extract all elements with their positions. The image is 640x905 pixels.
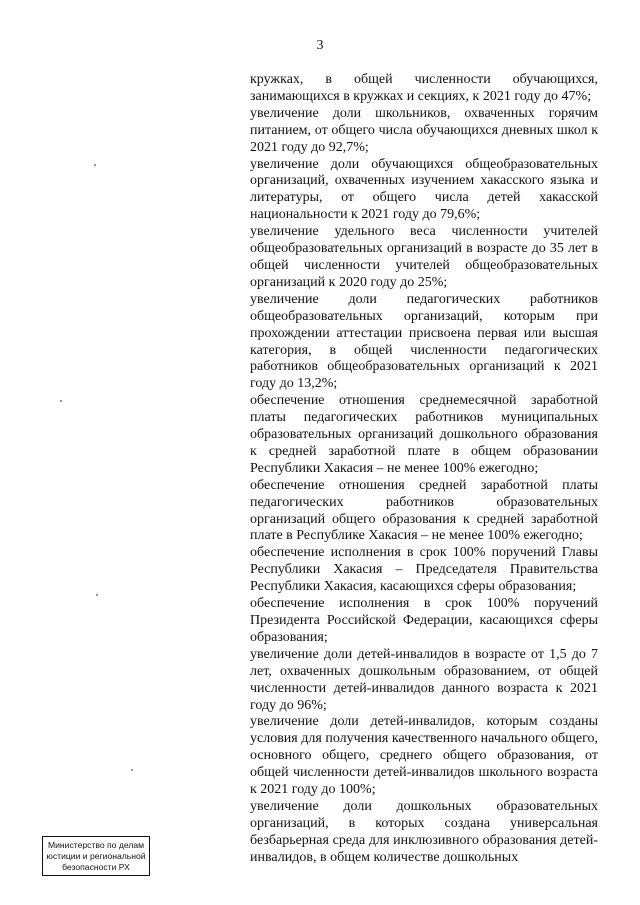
document-body — [250, 72, 598, 867]
paragraph-6: обеспечение отношения среднемесячной заработной платы педагогических работников муниципальных образовательных организаций дошкольного образования к средней заработной плате в общем образовании Республики Хакасия – не менее 100% ежегодно; — [250, 393, 598, 476]
stamp-line-2: юстиции и региональной — [46, 850, 146, 861]
scan-speck — [60, 400, 62, 402]
paragraph-5: увеличение доли педагогических работников общеобразовательных организаций, которым при прохождении аттестации присвоена первая или высшая категория, в общей численности педагогических работников общеобразовательных организаций к 2021 году до 13,2%; — [250, 291, 598, 392]
stamp-line-1: Министерство по делам — [47, 839, 145, 850]
paragraph-1: кружках, в общей численности обучающихся, занимающихся в кружках и секциях, к 2021 году до 47%; — [250, 72, 598, 104]
paragraph-2: увеличение доли школьников, охваченных горячим питанием, от общего числа обучающихся дневных школ к 2021 году до 92,7%; — [250, 105, 598, 155]
scan-speck — [131, 769, 133, 771]
scan-speck — [94, 164, 96, 166]
paragraph-11: увеличение доли детей-инвалидов, которым созданы условия для получения качественного начального общего, основного общего, среднего общего образования, от общей численности детей-инвалидов школьного возраста к 2021 году до 100%; — [250, 714, 598, 798]
stamp-line-3: безопасности РХ — [62, 861, 130, 872]
paragraph-9: обеспечение исполнения в срок 100% поручений Президента Российской Федерации, касающихся сферы образования; — [250, 596, 598, 645]
scan-speck — [96, 594, 98, 596]
paragraph-10: увеличение доли детей-инвалидов в возрасте от 1,5 до 7 лет, охваченных дошкольным образованием, от общей численности детей-инвалидов данного возраста к 2021 году до 96%; — [250, 646, 598, 713]
paragraph-3: увеличение доли обучающихся общеобразовательных организаций, охваченных изучением хакасского языка и литературы, от общего числа детей хакасской национальности к 2021 году до 79,6%; — [250, 156, 598, 223]
paragraph-12: увеличение доли дошкольных образовательных организаций, в которых создана универсальная безбарьерная среда для инклюзивного образования детей-инвалидов, в общем количестве дошкольных — [250, 798, 598, 865]
page-number: 3 — [316, 38, 324, 53]
paragraph-7: обеспечение отношения средней заработной платы педагогических работников образовательных организаций общего образования к средней заработной плате в Республике Хакасия – не менее 100% ежегодно; — [250, 477, 598, 544]
ministry-stamp — [42, 836, 150, 876]
paragraph-4: увеличение удельного веса численности учителей общеобразовательных организаций в возрасте до 35 лет в общей численности учителей общеобразовательных организаций к 2020 году до 25%; — [250, 224, 598, 290]
paragraph-8: обеспечение исполнения в срок 100% поручений Главы Республики Хакасия – Председателя Правительства Республики Хакасия, касающихся сферы образования; — [250, 545, 598, 595]
